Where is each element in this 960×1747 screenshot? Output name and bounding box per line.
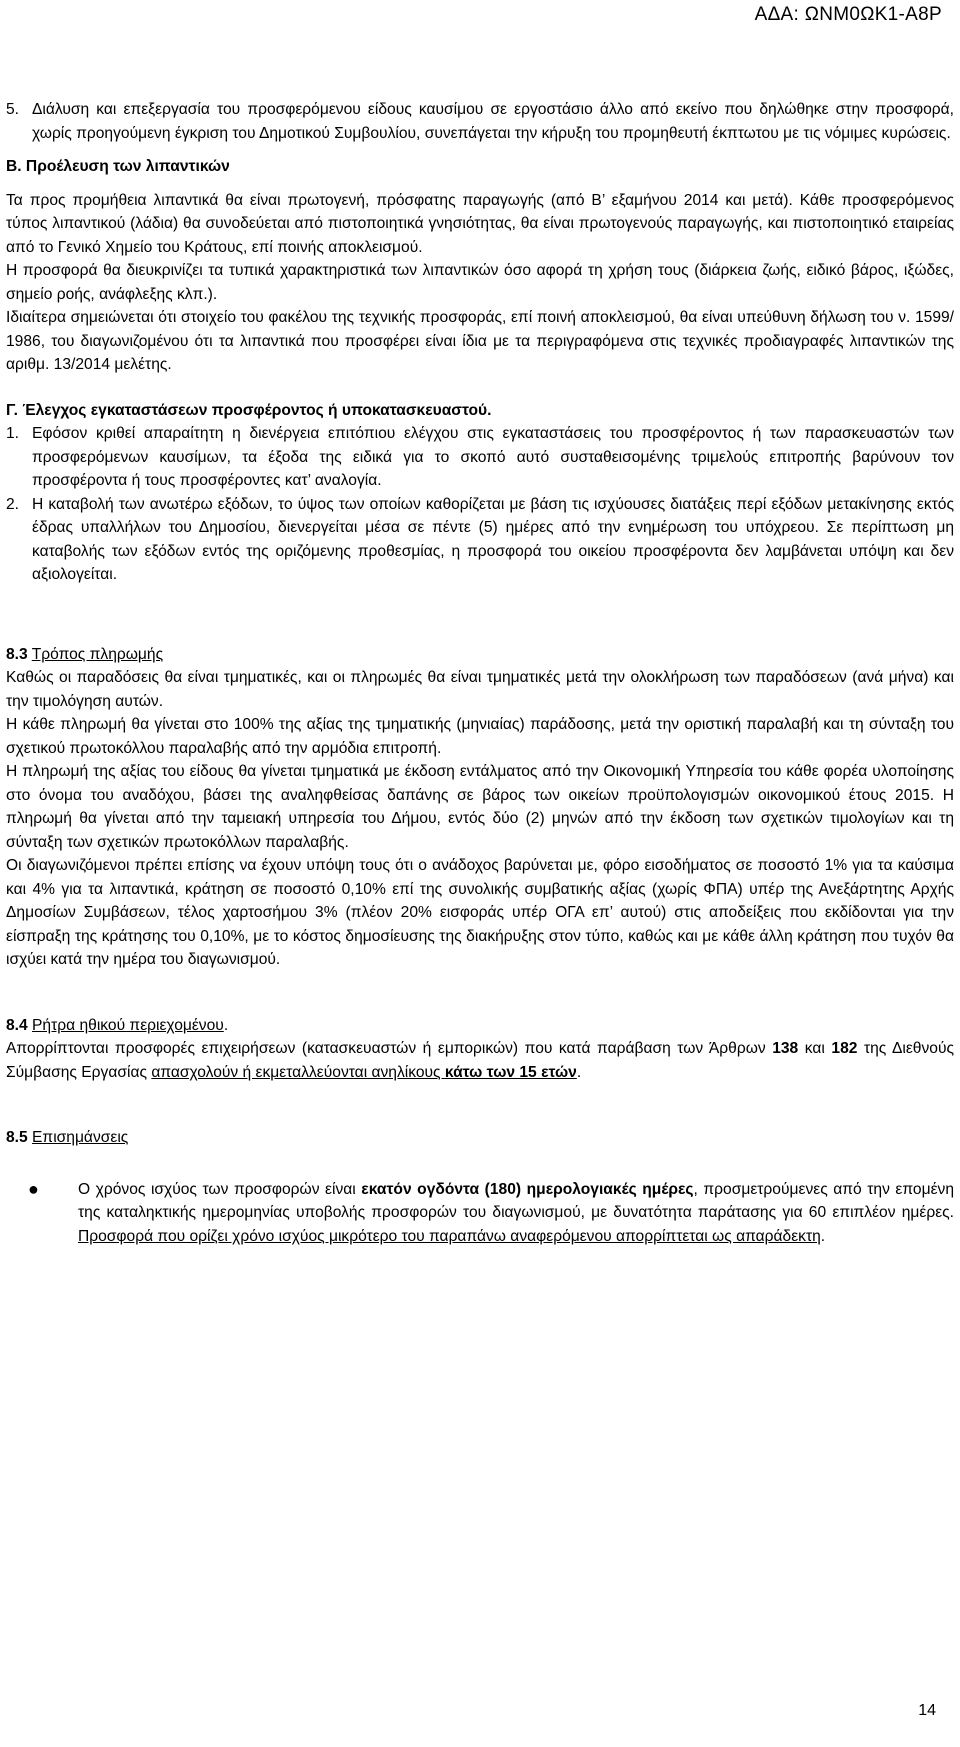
underlined-bold-text: κάτω των 15 ετών	[444, 1063, 577, 1081]
item-text: Εφόσον κριθεί απαραίτητη η διενέργεια επιτόπιου ελέγχου στις εγκαταστάσεις του προσφέροντος ή των παρασκευαστών των προσφερόμενων καυσίμων, τα έξοδα της ειδικά για το σκοπό αυτό συσταθεισομένης τριμελούς επιτροπής βαρύνουν τον προσφέροντα ή τους προσφέροντες κατ’ αναλογία.	[32, 425, 954, 489]
article-138: 138	[772, 1040, 799, 1057]
section-8-5-heading	[6, 1126, 954, 1150]
section-8-3-heading	[6, 643, 954, 667]
section-title: Επισημάνσεις	[32, 1129, 129, 1146]
item-number: 1.	[6, 425, 20, 442]
section-8-3-paragraph: Καθώς οι παραδόσεις θα είναι τμηματικές, και οι πληρωμές θα είναι τμηματικές μετά την ολοκλήρωση των παραδόσεων (ανά μήνα) και την τιμολόγηση αυτών.	[6, 669, 954, 710]
underlined-text: Προσφορά που ορίζει χρόνο ισχύος μικρότερο του παραπάνω αναφερόμενου απορρίπτεται ως απαράδεκτη	[78, 1227, 821, 1245]
section-8-3-paragraph: Η πληρωμή της αξίας του είδους θα γίνεται τμηματικά με έκδοση εντάλματος από την Οικονομική Υπηρεσία του κάθε φορέα υλοποίησης στο όνομα του αναδόχου, βάσει της αναληφθείσας δαπάνης σε βάρος των οικείων προϋπολογισμών οικονομικού έτους 2015. Η πληρωμή θα γίνεται από την ταμειακή υπηρεσία του Δήμου, εντός δύο (2) μηνών από την έκδοση των σχετικών τιμολογίων και τη σύνταξη των σχετικών πρωτοκόλλων παραλαβής.	[6, 763, 954, 851]
item-5	[6, 98, 954, 145]
section-b-paragraph: Η προσφορά θα διευκρινίζει τα τυπικά χαρακτηριστικά των λιπαντικών όσο αφορά τη χρήση τους (διάρκεια ζωής, ειδικό βάρος, ιξώδες, σημείο ροής, ανάφλεξης κλπ.).	[6, 262, 954, 303]
section-8-4-heading: 8.4 Ρήτρα ηθικού περιεχομένου.	[6, 1016, 229, 1034]
section-b-title: Β. Προέλευση των λιπαντικών	[6, 158, 230, 175]
bullet-text: Ο χρόνος ισχύος των προσφορών είναι εκατόν ογδόντα (180) ημερολογιακές ημέρες, προσμετρούμενες από την επομένη της καταληκτικής ημερομηνίας υποβολής προσφορών του διαγωνισμού, με δυνατότητα παράτασης για 60 επιπλέον ημέρες. Προσφορά που ορίζει χρόνο ισχύος μικρότερο του παραπάνω αναφερόμενου απορρίπτεται ως απαράδεκτη.	[78, 1180, 955, 1245]
item-5-list	[6, 98, 954, 145]
document-body	[6, 98, 954, 1248]
section-title: Τρόπος πληρωμής	[31, 645, 164, 663]
item-number: 5.	[6, 101, 20, 118]
validity-period: εκατόν ογδόντα (180) ημερολογιακές ημέρες	[361, 1180, 694, 1198]
section-number: 8.3	[6, 645, 28, 663]
section-g-list	[6, 422, 954, 587]
section-8-3-paragraph: Η κάθε πληρωμή θα γίνεται στο 100% της αξίας της τμηματικής (μηνιαίας) παράδοσης, μετά την οριστική παραλαβή και τη σύνταξη του σχετικού πρωτοκόλλου παραλαβής από την αρμόδια επιτροπή.	[6, 716, 954, 757]
bullet-icon: ●	[28, 1178, 39, 1199]
item-text: Η καταβολή των ανωτέρω εξόδων, το ύψος των οποίων καθορίζεται με βάση τις ισχύουσες διατάξεις περί εξόδων μετακίνησης εκτός έδρας υπαλλήλων του Δημοσίου, διενεργείται μέσα σε πέντε (5) ημέρες από την ενημέρωση του υπόχρεου. Σε περίπτωση μη καταβολής των εξόδων εντός της οριζόμενης προθεσμίας, η προσφορά του οικείου προσφέροντα δεν λαμβάνεται υπόψη και δεν αξιολογείται.	[32, 495, 954, 583]
page-number: 14	[918, 1702, 936, 1719]
item-text: Διάλυση και επεξεργασία του προσφερόμενου είδους καυσίμου σε εργοστάσιο άλλο από εκείνο που δηλώθηκε στην προσφορά, χωρίς προηγούμενη έγκριση του Δημοτικού Συμβουλίου, συνεπάγεται την κήρυξη του προμηθευτή έκπτωτου με τις νόμιμες κυρώσεις.	[32, 101, 954, 142]
section-number: 8.4	[6, 1016, 28, 1034]
section-b-paragraph: Ιδιαίτερα σημειώνεται ότι στοιχείο του φακέλου της τεχνικής προσφοράς, επί ποινή αποκλεισμού, θα είναι υπεύθυνη δήλωση του ν. 1599/ 1986, του διαγωνιζομένου ότι τα λιπαντικά που προσφέρει είναι ίδια με τα περιγραφόμενα στις τεχνικές προδιαγραφές λιπαντικών της αριθμ. 13/2014 μελέτης.	[6, 309, 954, 373]
bullet-item	[6, 1178, 954, 1249]
section-8-3-paragraph: Οι διαγωνιζόμενοι πρέπει επίσης να έχουν υπόψη τους ότι ο ανάδοχος βαρύνεται με, φόρο εισοδήματος σε ποσοστό 1% για τα καύσιμα και 4% για τα λιπαντικά, κράτηση σε ποσοστό 0,10% επί της συνολικής συμβατικής αξίας (χωρίς ΦΠΑ) υπέρ της Ανεξάρτητης Αρχής Δημοσίων Συμβάσεων, τέλος χαρτοσήμου 3% (πλέον 20% εισφοράς υπέρ ΟΓΑ επ’ αυτού) στις αποδείξεις που εκδίδονται για την είσπραξη της κράτησης του 0,10%, με το κόστος δημοσίευσης της διακήρυξης στον τύπο, καθώς και με κάθε άλλη κράτηση που τυχόν θα ισχύει κατά την ημέρα του διαγωνισμού.	[6, 857, 954, 968]
document-code: ΑΔΑ: ΩΝΜ0ΩΚ1-Α8Ρ	[754, 4, 942, 25]
underlined-text: απασχολούν ή εκμεταλλεύονται ανηλίκους	[151, 1063, 445, 1081]
section-title: Ρήτρα ηθικού περιεχομένου	[32, 1016, 224, 1034]
list-item	[6, 493, 954, 587]
item-number: 2.	[6, 495, 20, 513]
list-item	[6, 422, 954, 493]
section-b-paragraph: Τα προς προμήθεια λιπαντικά θα είναι πρωτογενή, πρόσφατης παραγωγής (από Β’ εξαμήνου 2014 και μετά). Κάθε προσφερόμενος τύπος λιπαντικού (λάδια) θα συνοδεύεται από πιστοποιητικά γνησιότητας, θα είναι πρωτογενούς παραγωγής, και πιστοποιητικό εταιρείας από το Γενικό Χημείο του Κράτους, επί ποινής αποκλεισμού.	[6, 191, 954, 256]
article-182: 182	[831, 1040, 858, 1057]
section-g-title: Γ. Έλεγχος εγκαταστάσεων προσφέροντος ή υποκατασκευαστού.	[6, 401, 492, 419]
section-8-4-paragraph: Απορρίπτονται προσφορές επιχειρήσεων (κατασκευαστών ή εμπορικών) που κατά παράβαση των Άρθρων 138 και 182 της Διεθνούς Σύμβασης Εργασίας απασχολούν ή εκμεταλλεύονται ανηλίκους κάτω των 15 ετών.	[6, 1040, 954, 1081]
section-number: 8.5	[6, 1129, 28, 1146]
